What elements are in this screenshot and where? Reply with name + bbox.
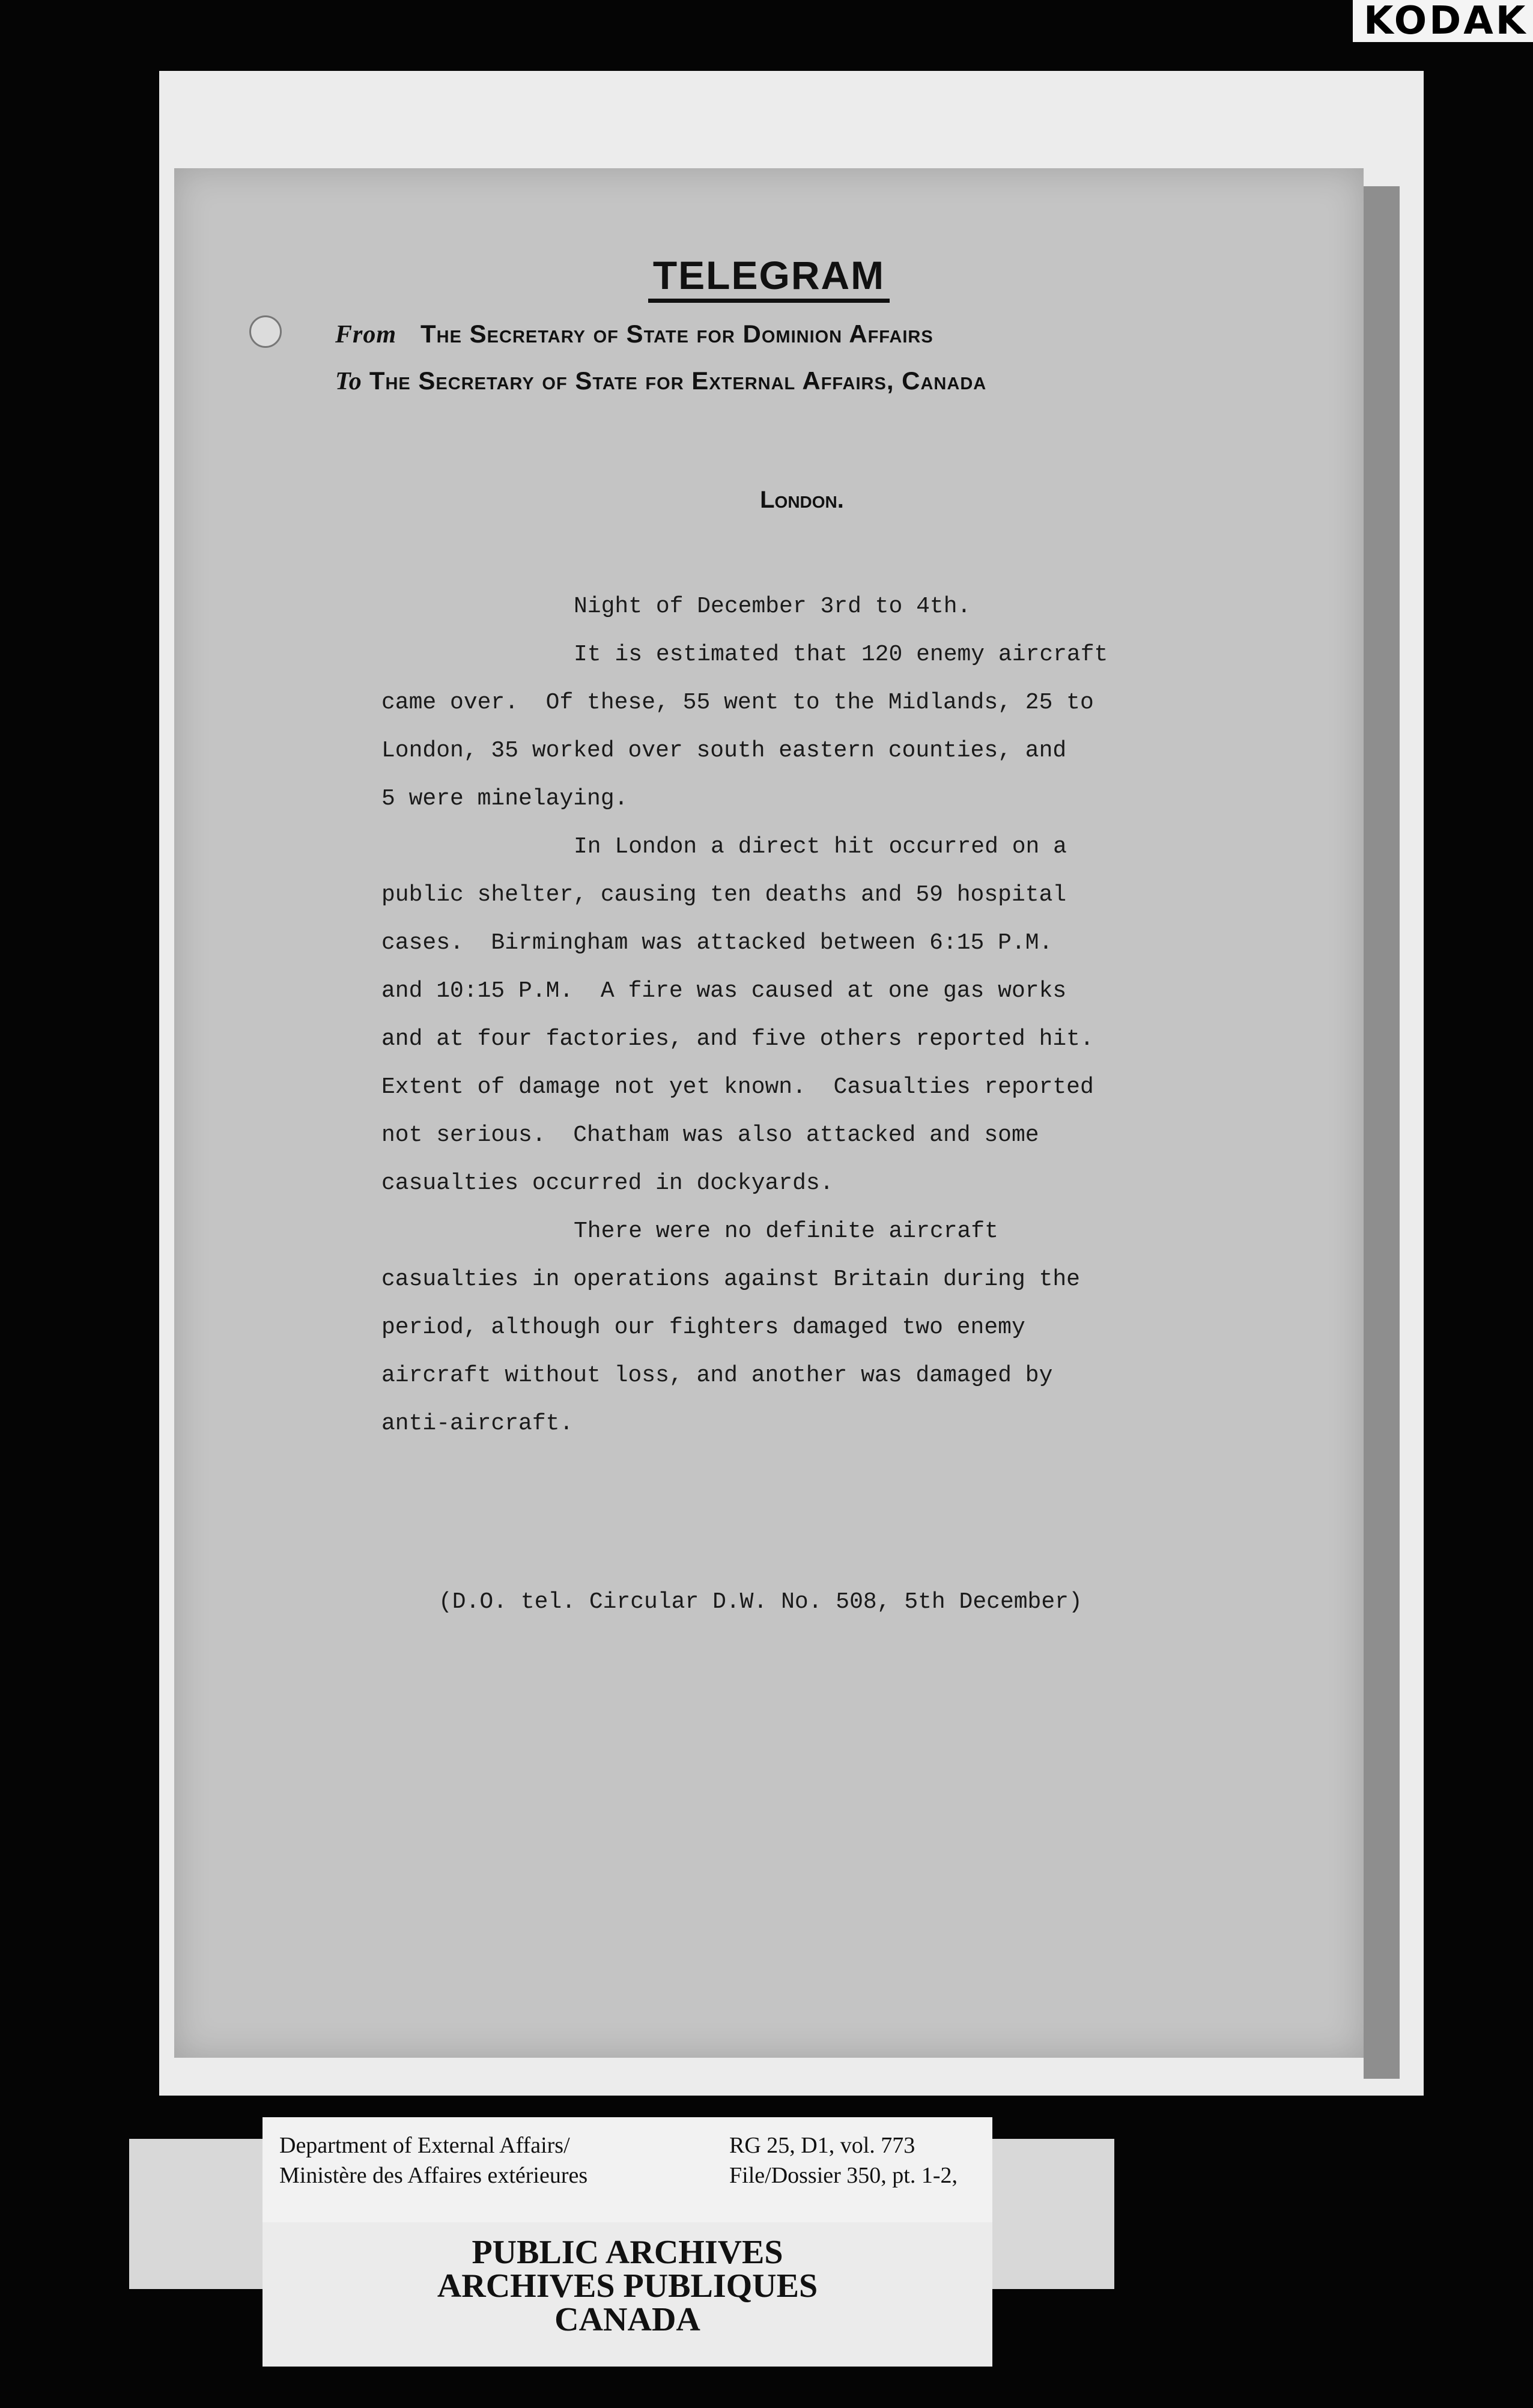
reference-block — [729, 2130, 958, 2209]
place-line: London. — [760, 487, 844, 513]
body-line: 5 were minelaying. — [381, 786, 628, 812]
body-line: Night of December 3rd to 4th. — [574, 594, 971, 619]
to-value: The Secretary of State for External Affairs, Canada — [369, 366, 987, 395]
record-group: RG 25, D1, vol. 773 — [729, 2133, 915, 2158]
department-fr: Ministère des Affaires extérieures — [279, 2163, 588, 2188]
archive-label — [263, 2117, 992, 2222]
body-line: casualties in operations against Britain during the — [381, 1266, 1080, 1292]
stamp-line-2: ARCHIVES PUBLIQUES — [437, 2267, 818, 2305]
circular-reference: (D.O. tel. Circular D.W. No. 508, 5th December) — [439, 1589, 1082, 1615]
telegram-page — [174, 168, 1364, 2058]
body-line: There were no definite aircraft — [574, 1218, 998, 1244]
body-line: not serious. Chatham was also attacked and some — [381, 1122, 1039, 1148]
body-line: period, although our fighters damaged two enemy — [381, 1315, 1025, 1340]
body-line: In London a direct hit occurred on a — [574, 834, 1067, 860]
body-line: public shelter, causing ten deaths and 59 hospital — [381, 882, 1067, 908]
body-line: and 10:15 P.M. A fire was caused at one gas works — [381, 978, 1067, 1004]
body-line: came over. Of these, 55 went to the Midlands, 25 to — [381, 690, 1094, 716]
body-line: It is estimated that 120 enemy aircraft — [574, 642, 1108, 667]
stamp-line-1: PUBLIC ARCHIVES — [472, 2234, 783, 2271]
department-block — [279, 2130, 587, 2209]
department-en: Department of External Affairs/ — [279, 2133, 570, 2158]
telegram-body — [381, 583, 1198, 1448]
body-line: Extent of damage not yet known. Casualties reported — [381, 1074, 1094, 1100]
body-line: casualties occurred in dockyards. — [381, 1170, 834, 1196]
body-line: aircraft without loss, and another was damaged by — [381, 1363, 1053, 1388]
from-label: From — [335, 321, 397, 348]
archive-stamp — [263, 2222, 992, 2367]
body-line: London, 35 worked over south eastern counties, and — [381, 738, 1067, 764]
body-line: cases. Birmingham was attacked between 6:15 P.M. — [381, 930, 1053, 956]
to-line — [335, 366, 986, 396]
stamp-line-3: CANADA — [554, 2301, 700, 2338]
telegram-title — [174, 252, 1364, 298]
film-edge-mark: KODAK — [1353, 0, 1533, 42]
punch-hole — [249, 315, 282, 348]
title-text: TELEGRAM — [648, 253, 890, 303]
body-line: and at four factories, and five others reported hit. — [381, 1026, 1094, 1052]
page-edge-shadow — [1364, 186, 1400, 2079]
from-value: The Secretary of State for Dominion Affairs — [420, 320, 933, 348]
body-line: anti-aircraft. — [381, 1411, 574, 1437]
to-label: To — [335, 368, 362, 395]
file-dossier: File/Dossier 350, pt. 1-2, — [729, 2163, 958, 2188]
from-line — [335, 320, 933, 349]
